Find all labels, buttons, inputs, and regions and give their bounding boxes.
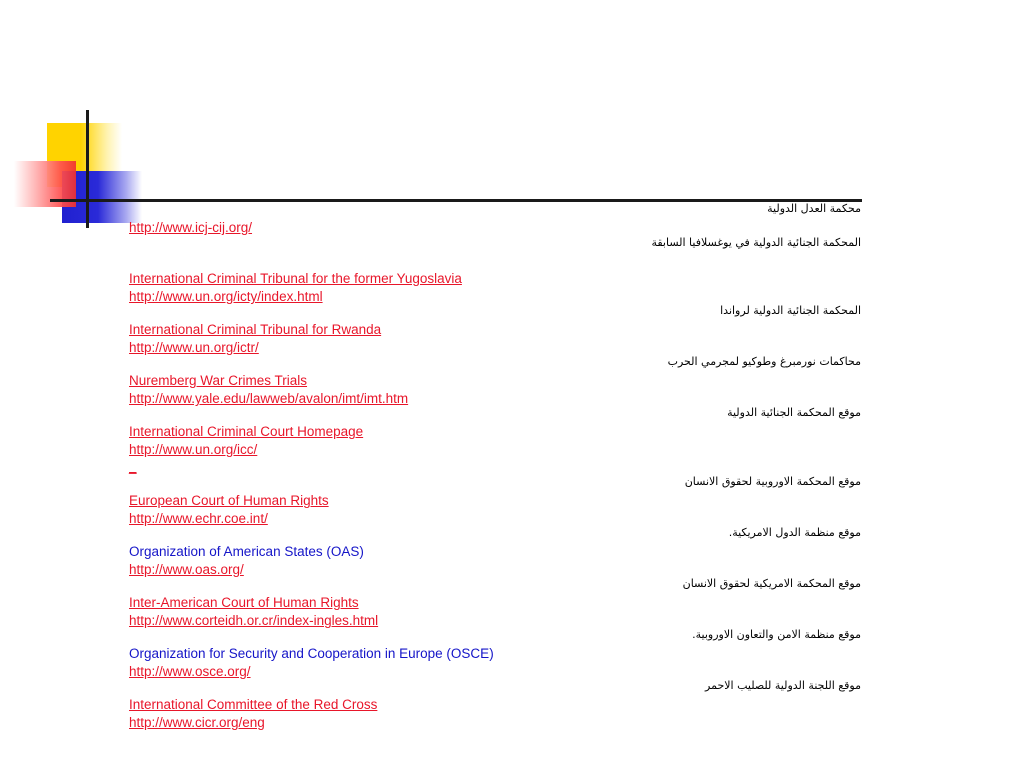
- decorative-vertical-line: [86, 110, 89, 228]
- link-ictr-url[interactable]: http://www.un.org/ictr/: [129, 340, 259, 355]
- oas-title: Organization of American States (OAS): [129, 544, 364, 559]
- link-icc-extra[interactable]: _: [129, 459, 137, 474]
- arabic-label-nuremberg: محاكمات نورمبرغ وطوكيو لمجرمي الحرب: [667, 355, 861, 368]
- link-icty-url[interactable]: http://www.un.org/icty/index.html: [129, 289, 323, 304]
- link-iachr-title[interactable]: Inter-American Court of Human Rights: [129, 595, 359, 610]
- arabic-label-oas: موقع منظمة الدول الامريكية.: [728, 526, 861, 539]
- link-oas-url[interactable]: http://www.oas.org/: [129, 562, 244, 577]
- link-icj-url[interactable]: http://www.icj-cij.org/: [129, 220, 253, 235]
- link-echr-url[interactable]: http://www.echr.coe.int/: [129, 511, 268, 526]
- decorative-horizontal-line: [50, 199, 862, 202]
- link-osce-url[interactable]: http://www.osce.org/: [129, 664, 251, 679]
- link-echr-title[interactable]: European Court of Human Rights: [129, 493, 329, 508]
- arabic-label-icty: المحكمة الجنائية الدولية في يوغسلافيا السابقة: [651, 236, 861, 249]
- link-ictr-title[interactable]: International Criminal Tribunal for Rwanda: [129, 322, 382, 337]
- arabic-label-echr: موقع المحكمة الاوروبية لحقوق الانسان: [684, 475, 861, 488]
- link-icrc-title[interactable]: International Committee of the Red Cross: [129, 697, 378, 712]
- arabic-label-iachr: موقع المحكمة الامريكية لحقوق الانسان: [682, 577, 861, 590]
- arabic-label-ictr: المحكمة الجنائية الدولية لرواندا: [720, 304, 861, 317]
- link-icty-title[interactable]: International Criminal Tribunal for the former Yugoslavia: [129, 271, 462, 286]
- link-iachr-url[interactable]: http://www.corteidh.or.cr/index-ingles.html: [129, 613, 379, 628]
- arabic-label-icrc: موقع اللجنة الدولية للصليب الاحمر: [705, 679, 861, 692]
- link-nuremberg-title[interactable]: Nuremberg War Crimes Trials: [129, 373, 308, 388]
- link-icc-title[interactable]: International Criminal Court Homepage: [129, 424, 364, 439]
- arabic-label-icj: محكمة العدل الدولية: [767, 202, 861, 215]
- link-nuremberg-url[interactable]: http://www.yale.edu/lawweb/avalon/imt/imt.htm: [129, 391, 409, 406]
- link-icc-url[interactable]: http://www.un.org/icc/: [129, 442, 258, 457]
- arabic-label-osce: موقع منظمة الامن والتعاون الاوروبية.: [692, 628, 861, 641]
- link-icrc-url[interactable]: http://www.cicr.org/eng: [129, 715, 265, 730]
- osce-title: Organization for Security and Cooperation in Europe (OSCE): [129, 646, 494, 661]
- arabic-label-icc: موقع المحكمة الجنائية الدولية: [727, 406, 861, 419]
